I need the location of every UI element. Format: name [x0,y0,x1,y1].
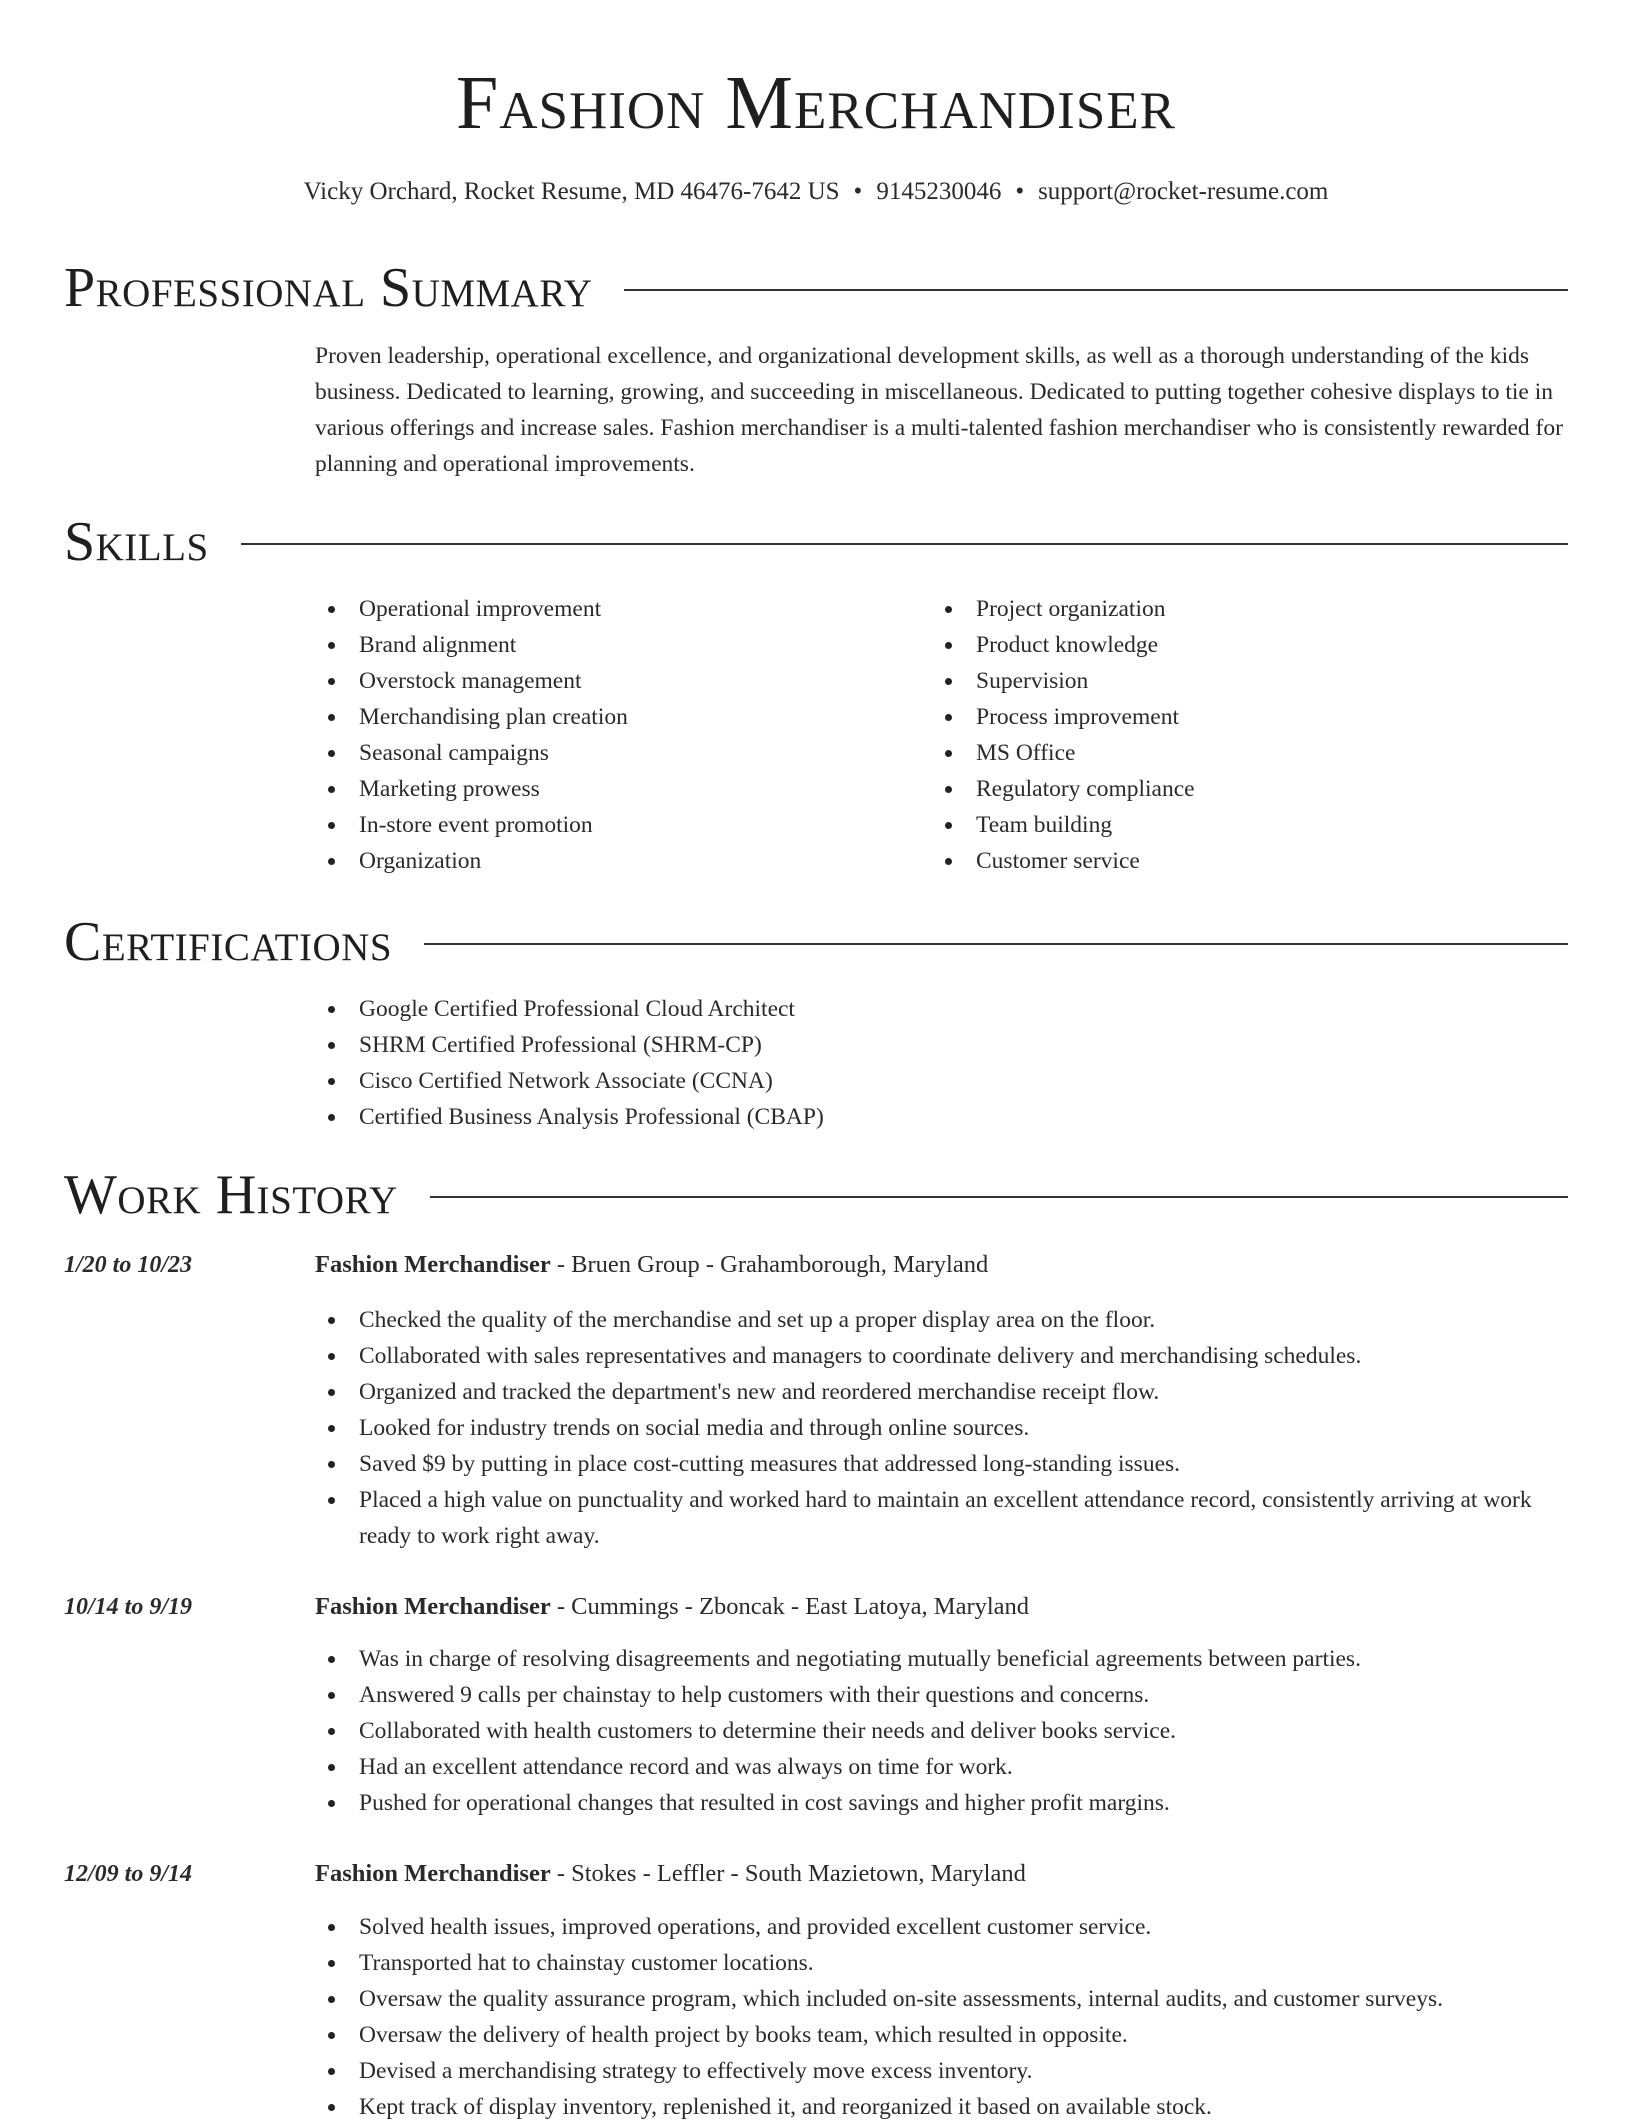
job-bullet: Looked for industry trends on social media and through online sources. [315,1410,1568,1446]
skills-list-right [932,591,1532,879]
section-skills-header [64,510,1568,574]
job-bullets [315,1909,1568,2125]
job-role: Fashion Merchandiser [315,1251,551,1278]
section-divider [424,943,1568,945]
job-dates: 1/20 to 10/23 [64,1252,193,1278]
job-bullet: Checked the quality of the merchandise and set up a proper display area on the floor. [315,1302,1568,1338]
job-dates: 10/14 to 9/19 [64,1594,193,1620]
job-title-line [315,1247,1568,1283]
section-heading: Professional Summary [64,257,593,319]
skill-item: Process improvement [932,699,1532,735]
certification-item: Cisco Certified Network Associate (CCNA) [315,1063,1515,1099]
section-heading: Certifications [64,911,393,973]
skill-item: Operational improvement [315,591,915,627]
job-bullet: Oversaw the quality assurance program, which included on-site assessments, internal audits, and customer surveys. [315,1981,1568,2017]
job-bullet: Had an excellent attendance record and was always on time for work. [315,1749,1568,1785]
job-company: - Bruen Group - Grahamborough, Maryland [550,1251,989,1278]
section-divider [624,289,1568,291]
contact-address: Vicky Orchard, Rocket Resume, MD 46476-7642 US [303,178,840,205]
skill-item: Organization [315,843,915,879]
job-bullet: Placed a high value on punctuality and worked hard to maintain an excellent attendance record, consistently arriving at work ready to work right away. [315,1482,1568,1554]
section-divider [241,543,1568,545]
certification-item: SHRM Certified Professional (SHRM-CP) [315,1027,1515,1063]
job-bullet: Transported hat to chainstay customer locations. [315,1945,1568,1981]
skill-item: Supervision [932,663,1532,699]
job-bullet: Collaborated with health customers to determine their needs and deliver books service. [315,1713,1568,1749]
skill-item: Customer service [932,843,1532,879]
contact-email: support@rocket-resume.com [1038,178,1329,205]
section-work-history-header [64,1163,1568,1227]
job-role: Fashion Merchandiser [315,1593,551,1620]
contact-phone: 9145230046 [876,178,1002,205]
certification-item: Certified Business Analysis Professional (CBAP) [315,1099,1515,1135]
job-bullet: Answered 9 calls per chainstay to help customers with their questions and concerns. [315,1677,1568,1713]
job-company: - Cummings - Zboncak - East Latoya, Maryland [550,1593,1030,1620]
summary-text: Proven leadership, operational excellence, and organizational development skills, as well as a thorough understanding of the kids business. Dedicated to learning, growing, and succeeding in miscellaneous. Dedicated to putting together cohesive displays to tie in various offerings and increase sales. Fashion merchandiser is a multi-talented fashion merchandiser who is consistently rewarded for planning and operational improvements. [315,343,1563,477]
job-bullets [315,1641,1568,1821]
job-title-line [315,1589,1568,1625]
skill-item: Overstock management [315,663,915,699]
skill-item: In-store event promotion [315,807,915,843]
section-summary-header [64,256,1568,320]
job-dates: 12/09 to 9/14 [64,1861,193,1887]
job-bullet: Was in charge of resolving disagreements and negotiating mutually beneficial agreements between parties. [315,1641,1568,1677]
section-certifications-header [64,910,1568,974]
job-bullet: Pushed for operational changes that resulted in cost savings and higher profit margins. [315,1785,1568,1821]
contact-separator: • [853,178,863,205]
job-bullet: Solved health issues, improved operations, and provided excellent customer service. [315,1909,1568,1945]
skill-item: MS Office [932,735,1532,771]
job-bullet: Kept track of display inventory, replenished it, and reorganized it based on available stock. [315,2089,1568,2125]
skill-item: Brand alignment [315,627,915,663]
contact-separator: • [1015,178,1025,205]
section-heading: Work History [64,1164,398,1226]
section-divider [430,1196,1568,1198]
certifications-list [315,991,1515,1135]
job-company: - Stokes - Leffler - South Mazietown, Maryland [550,1860,1026,1887]
certification-item: Google Certified Professional Cloud Architect [315,991,1515,1027]
job-bullet: Devised a merchandising strategy to effectively move excess inventory. [315,2053,1568,2089]
job-title-line [315,1856,1568,1892]
skill-item: Project organization [932,591,1532,627]
skills-list-left [315,591,915,879]
job-bullet: Organized and tracked the department's new and reordered merchandise receipt flow. [315,1374,1568,1410]
contact-line [0,176,1632,208]
job-role: Fashion Merchandiser [315,1860,551,1887]
job-bullets [315,1302,1568,1554]
job-bullet: Saved $9 by putting in place cost-cutting measures that addressed long-standing issues. [315,1446,1568,1482]
skill-item: Product knowledge [932,627,1532,663]
job-bullet: Oversaw the delivery of health project by books team, which resulted in opposite. [315,2017,1568,2053]
skill-item: Merchandising plan creation [315,699,915,735]
section-heading: Skills [64,511,209,573]
skill-item: Regulatory compliance [932,771,1532,807]
job-bullet: Collaborated with sales representatives and managers to coordinate delivery and merchandising schedules. [315,1338,1568,1374]
skill-item: Team building [932,807,1532,843]
skill-item: Seasonal campaigns [315,735,915,771]
skill-item: Marketing prowess [315,771,915,807]
resume-title: Fashion Merchandiser [455,61,1177,145]
